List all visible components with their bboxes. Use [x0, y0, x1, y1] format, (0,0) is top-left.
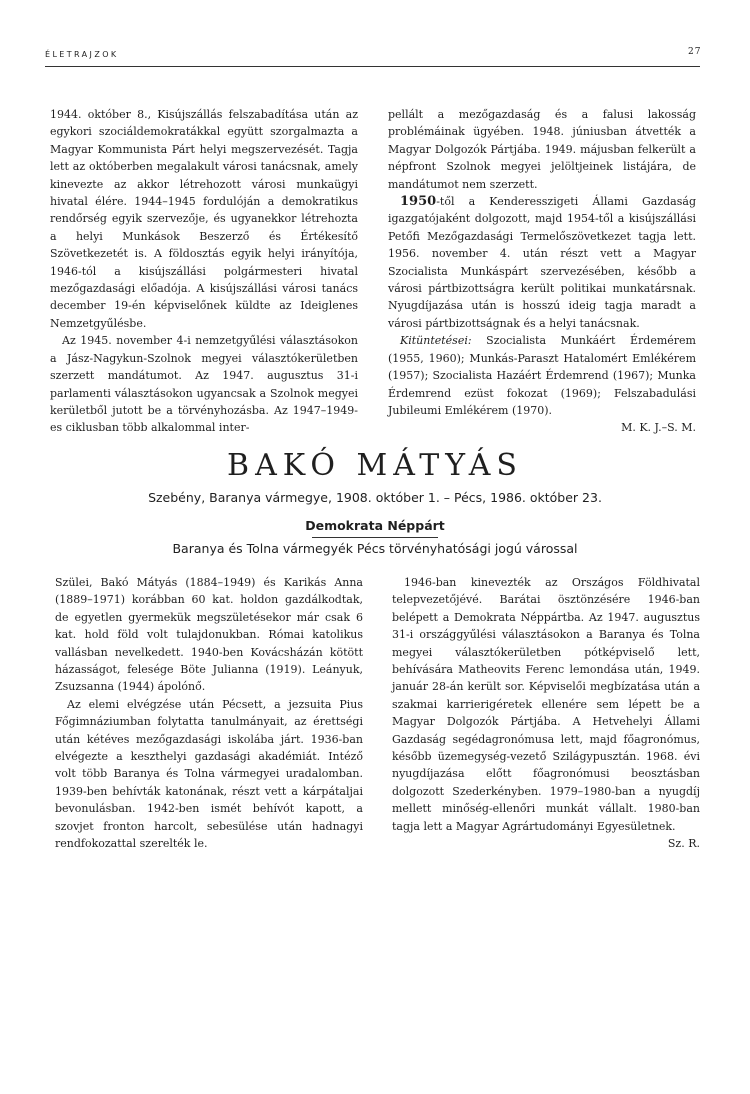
party-underline: [312, 537, 438, 538]
entry-right-column: [392, 574, 700, 853]
entry-name: BAKÓ MÁTYÁS: [227, 448, 523, 483]
previous-entry-left-column: [50, 106, 358, 437]
year-lead: 1950: [400, 194, 437, 210]
paragraph-text: -től a Kenderesszigeti Állami Gazdaság igazgatójaként dolgozott, majd 1954-től a kisújszállási Petőfi Mezőgazdasági Termelőszövetkezet tagja lett. 1956. november 4. után részt vett a Magyar Szocialista Munkáspárt szervezésében, később a városi pártbizottságra került politikai munkatársnak. Nyugdíjazása után is hosszú ideig tagja maradt a városi pártbizottságnak és a helyi tanácsnak.: [388, 195, 696, 330]
author-signature: Sz. R.: [667, 837, 700, 851]
entry-left-column: [55, 574, 363, 853]
entry-party: Demokrata Néppárt: [305, 518, 445, 533]
running-title: ÉLETRAJZOK: [45, 50, 119, 59]
paragraph: [388, 193, 696, 332]
entry-district: Baranya és Tolna vármegyék Pécs törvényhatósági jogú várossal: [172, 541, 578, 556]
previous-entry-right-column: [388, 106, 696, 437]
awards-text: Szocialista Munkáért Érdemérem (1955, 1960); Munkás-Paraszt Hatalomért Emlékérem (1957); Szocialista Hazáért Érdemrend (1967); Munka Érdemrend ezüst fokozat (1969); Felszabadulási Jubileumi Emlékérem (1970).: [388, 334, 696, 417]
header-rule: [45, 66, 700, 67]
page-number: 27: [688, 47, 702, 57]
paragraph: Szülei, Bakó Mátyás (1884–1949) és Karikás Anna (1889–1971) korábban 60 kat. holdon gazdálkodtak, de egyetlen gyermekük megszületésekor már csak 6 kat. hold föld volt tulajdonukban. Római katolikus vallásban nevelkedett. 1940-ben Kovácsházán kötött házasságot, felesége Böte Julianna (1919). Leányuk, Zsuzsanna (1944) ápolónő.: [55, 576, 363, 694]
paragraph: 1946-ban kinevezték az Országos Földhivatal telepvezetőjévé. Barátai ösztönzésére 1946-ban belépett a Demokrata Néppártba. Az 1947. augusztus 31-i országgyűlési választásokon a Baranya és Tolna megyei választókerületben pótképviselő lett, behívására Matheovits Ferenc lemondása után, 1949. január 28-án került sor. Képviselői megbízatása után a szakmai karrierigéretek ellenére sem lépett be a Magyar Dolgozók Pártjába. A Hetvehelyi Állami Gazdaság segédagronómusa lett, majd főagronómus, később üzemegység-vezető Szilágypusztán. 1968. évi nyugdíjazása előtt főagronómusi beosztásban dolgozott Szederkényben. 1979–1980-ban a nyugdíj mellett minőség-ellenőri munkát vállalt. 1980-ban tagja lett a Magyar Agrártudományi Egyesületnek.: [392, 576, 700, 833]
paragraph: Az elemi elvégzése után Pécsett, a jezsuita Pius Főgimnáziumban folytatta tanulmányait, az érettségi után kétéves mezőgazdasági iskolába járt. 1936-ban elvégezte a keszthelyi gazdasági akadémiát. Intéző volt több Baranya és Tolna vármegyei uradalomban. 1939-ben behívták katonának, részt vett a kárpátaljai bevonulásban. 1942-ben ismét behívót kapott, a szovjet fronton harcolt, sebesülése után hadnagyi rendfokozattal szerelték le.: [55, 697, 363, 851]
paragraph: 1944. október 8., Kisújszállás felszabadítása után az egykori szociáldemokratákkal együtt szorgalmazta a Magyar Kommunista Párt helyi megszervezését. Tagja lett az októberben megalakult városi tanácsnak, amely kinevezte az akkor létrehozott városi munkaügyi hivatal élére. 1944–1945 fordulóján a demokratikus rendőrség egyik szervezője, és ugyanekkor létrehozta a helyi Munkások Beszerző és Értékesítő Szövetkezetét is. A földosztás egyik helyi irányítója, 1946-tól a kisújszállási polgármesteri hivatal mezőgazdasági előadója. A kisújszállási városi tanács december 19-én képviselőnek küldte az Ideiglenes Nemzetgyűlésbe.: [50, 108, 358, 330]
entry-life-dates: Szebény, Baranya vármegye, 1908. október 1. – Pécs, 1986. október 23.: [148, 490, 602, 505]
paragraph: Az 1945. november 4-i nemzetgyűlési választásokon a Jász-Nagykun-Szolnok megyei választókerületben szerzett mandátumot. Az 1947. augusztus 31-i parlamenti választásokon ugyancsak a Szolnok megyei kerületből jutott be a törvényhozásba. Az 1947–1949-es ciklusban több alkalommal inter-: [50, 334, 358, 435]
author-signature: M. K. J.–S. M.: [621, 421, 696, 435]
paragraph: pellált a mezőgazdaság és a falusi lakosság problémáinak ügyében. 1948. júniusban átvették a Magyar Dolgozók Pártjába. 1949. májusban felkerült a népfront Szolnok megyei jelöltjeinek listájára, de mandátumot nem szerzett.: [388, 108, 696, 191]
awards-label: Kitüntetései:: [400, 334, 472, 348]
awards-paragraph: [388, 332, 696, 419]
